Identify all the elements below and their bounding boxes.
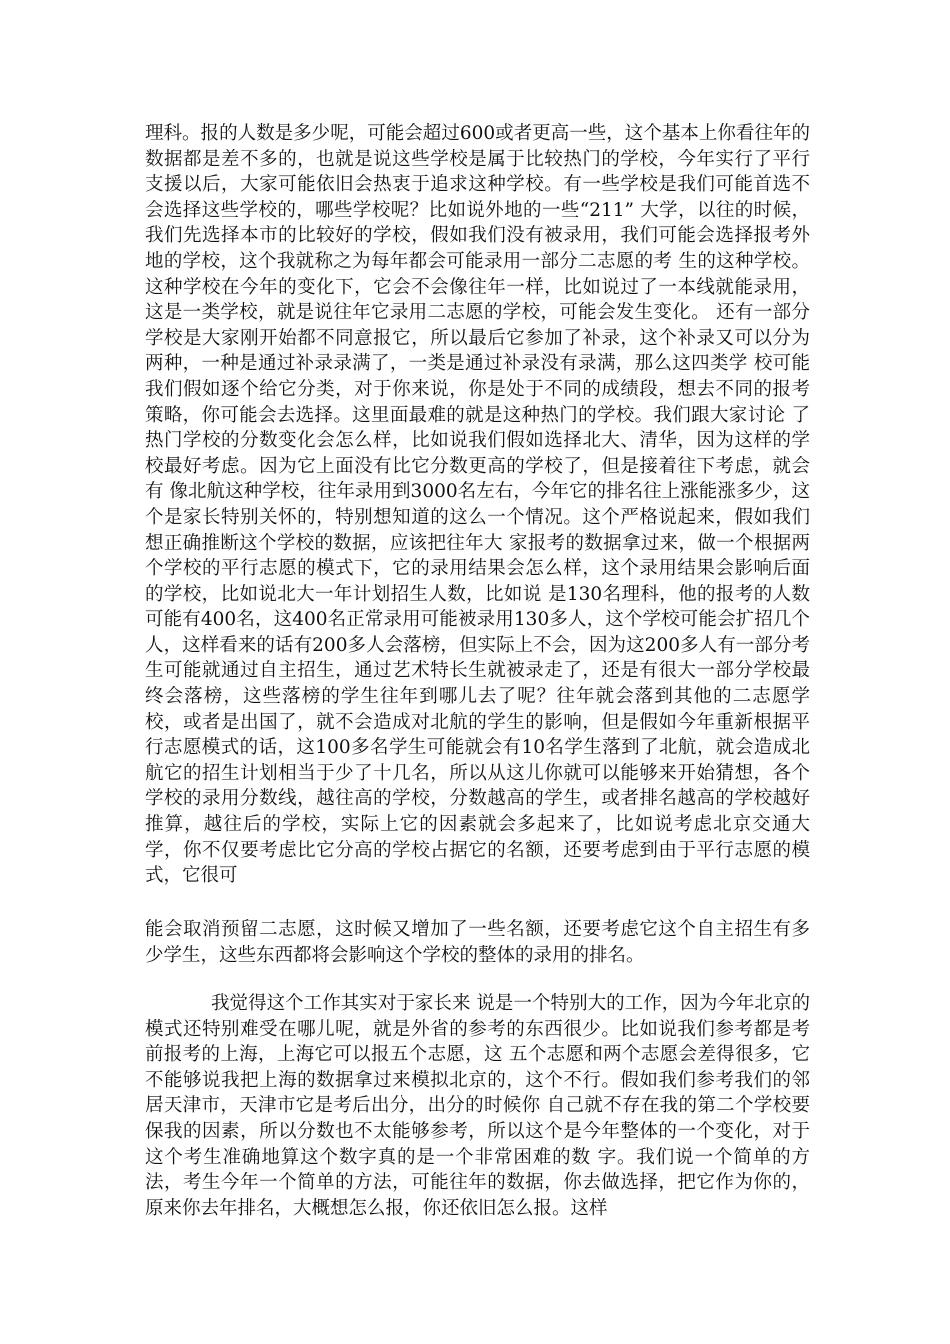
paragraph-1: 理科。报的人数是多少呢，可能会超过600或者更高一些，这个基本上你看往年的数据都是差不多的，也就是说这些学校是属于比较热门的学校，今年实行了平行支援以后，大家可能依旧会热衷于追求这种学校。有一些学校是我们可能首选不会选择这些学校的，哪些学校呢？比如说外地的一些“211” 大学，以往的时候，我们先选择本市的比较好的学校，假如我们没有被录用，我们可能会选择报考外地的学校，这个我就称之为每年都会可能录用一部分二志愿的考 生的这种学校。这种学校在今年的变化下，它会不会像往年一样，比如说过了一本线就能录用，这是一类学校，就是说往年它录用二志愿的学校，可能会发生变化。 还有一部分学校是大家刚开始都不同意报它，所以最后它参加了补录，这个补录又可以分为两种，一种是通过补录录满了，一类是通过补录没有录满，那么这四类学 校可能我们假如逐个给它分类，对于你来说，你是处于不同的成绩段，想去不同的报考策略，你可能会去选择。这里面最难的就是这种热门的学校。我们跟大家讨论 了热门学校的分数变化会怎么样，比如说我们假如选择北大、清华，因为这样的学校最好考虑。因为它上面没有比它分数更高的学校了，但是接着往下考虑，就会有 像北航这种学校，往年录用到3000名左右，今年它的排名往上涨能涨多少，这个是家长特别关怀的，特别想知道的这么一个情况。这个严格说起来，假如我们想正确推断这个学校的数据，应该把往年大 家报考的数据拿过来，做一个根据两个学校的平行志愿的模式下，它的录用结果会怎么样，这个录用结果会影响后面的学校，比如说北大一年计划招生人数，比如说 是130名理科，他的报考的人数可能有400名，这400名正常录用可能被录用130多人，这个学校可能会扩招几个人，这样看来的话有200多人会落榜，但实际上不会，因为这200多人有一部分考生可能就通过自主招生，通过艺术特长生就被录走了，还是有很大一部分学校最终会落榜，这些落榜的学生往年到哪儿去了呢？往年就会落到其他的二志愿学校，或者是出国了，就不会造成对北航的学生的影响，但是假如今年重新根据平行志愿模式的话，这100多名学生可能就会有10名学生落到了北航，就会造成北航它的招生计划相当于少了十几名，所以从这儿你就可以能够来开始猜想，各个学校的录用分数线，越往高的学校，分数越高的学生，或者排名越高的学校越好推算，越往后的学校，实际上它的因素就会多起来了，比如说考虑北京交通大学，你不仅要考虑比它分高的学校占据它的名额，还要考虑到由于平行志愿的模式，它很可 <box>145 123 810 887</box>
paragraph-2: 能会取消预留二志愿，这时候又增加了一些名额，还要考虑它这个自主招生有多少学生，这些东西都将会影响这个学校的整体的录用的排名。 <box>145 919 810 966</box>
paragraph-3: 我觉得这个工作其实对于家长来 说是一个特别大的工作，因为今年北京的模式还特别难受在哪儿呢，就是外省的参考的东西很少。比如说我们参考都是考前报考的上海，上海它可以报五个志愿，这 五个志愿和两个志愿会差得很多，它不能够说我把上海的数据拿过来模拟北京的，这个不行。假如我们参考我们的邻居天津市，天津市它是考后出分，出分的时候你 自己就不存在我的第二个学校要保我的因素，所以分数也不太能够参考，所以这个是今年整体的一个变化，对于这个考生准确地算这个数字真的是一个非常困难的数 字。我们说一个简单的方法，考生今年一个简单的方法，可能往年的数据，你去做选择，把它作为你的，原来你去年排名，大概想怎么报，你还依旧怎么报。这样 <box>145 993 810 1219</box>
